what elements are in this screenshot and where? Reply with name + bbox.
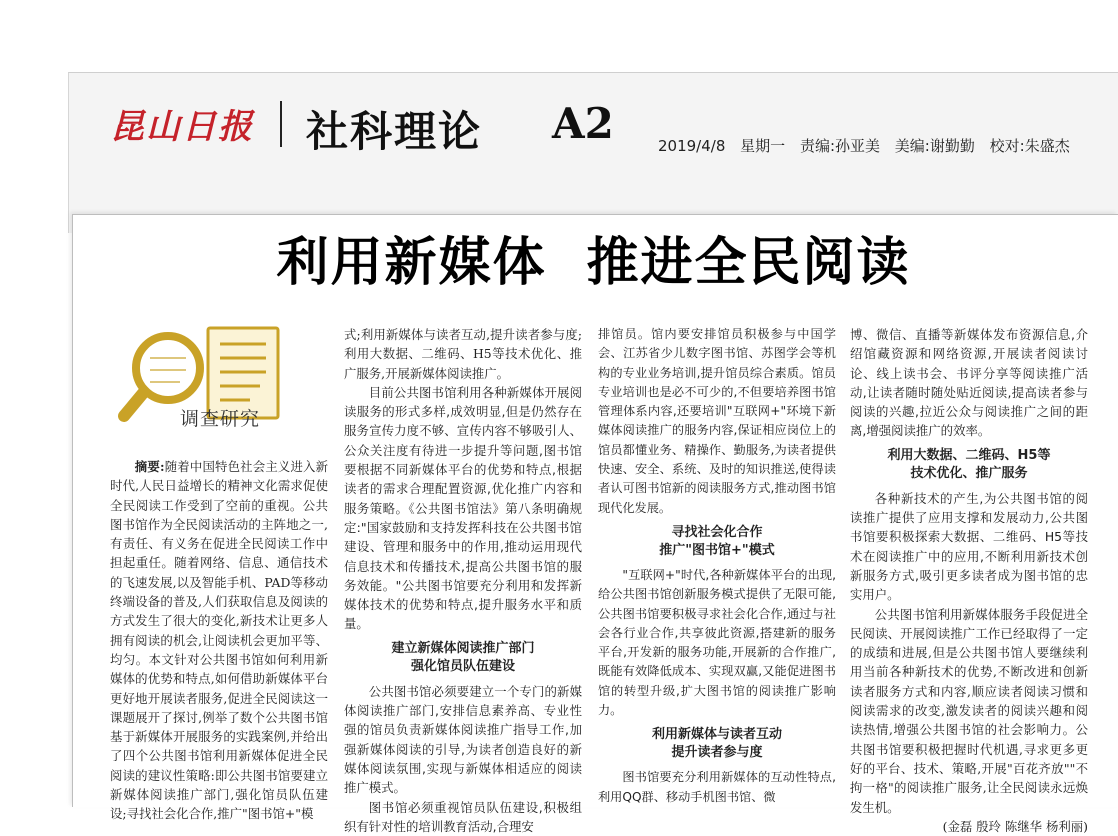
article-column-2 [344, 325, 582, 834]
paragraph: 公共图书馆利用新媒体服务手段促进全民阅读、开展阅读推广工作已经取得了一定的成绩和进展,但是公共图书馆人要继续利用当前各种新技术的优势,不断改进和创新读者服务方式和内容,顺应读者阅读习惯和阅读需求的改变,激发读者的阅读兴趣和阅读热情,增强公共图书馆的社会影响力。公共图书馆要积极把握时代机遇,寻求更多更好的平台、技术、策略,开展"百花齐放""不拘一格"的阅读推广服务,让全民阅读永远焕发生机。 [850, 606, 1088, 815]
art-editor-credit: 美编:谢勤勤 [894, 137, 975, 155]
article-column-1 [110, 457, 329, 822]
subheading-line: 强化馆员队伍建设 [410, 658, 515, 674]
issue-date: 2019/4/8 [658, 137, 726, 155]
paragraph: 各种新技术的产生,为公共图书馆的阅读推广提供了应用支撑和发展动力,公共图书馆要积极探索大数据、二维码、H5等技术在阅读推广中的应用,不断利用新技术创新服务方式,吸引更多读者成为图书馆的忠实用户。 [850, 490, 1088, 603]
issue-weekday: 星期一 [740, 137, 786, 155]
subheading-line: 寻找社会化合作 [671, 524, 763, 540]
masthead [68, 85, 1117, 155]
paragraph: 式;利用新媒体与读者互动,提升读者参与度;利用大数据、二维码、H5等技术优化、推广服务,开展新媒体阅读推广。 [344, 327, 582, 381]
subheading-line: 技术优化、推广服务 [910, 465, 1028, 481]
headline-part-1: 利用新媒体 [276, 233, 547, 293]
editor-credit: 责编:孙亚美 [799, 137, 881, 155]
subheading-line: 提升读者参与度 [671, 745, 763, 761]
abstract-paragraph [110, 457, 328, 824]
article-headline [0, 220, 1117, 295]
subheading-line: 建立新媒体阅读推广部门 [391, 640, 535, 656]
headline-part-2: 推进全民阅读 [586, 233, 911, 293]
article-column-3 [598, 325, 836, 804]
subheading [850, 447, 1088, 483]
abstract-text: 随着中国特色社会主义进入新时代,人民日益增长的精神文化需求促使全民阅读工作受到了空前的重视。公共图书馆作为全民阅读活动的主阵地之一,有责任、有义务在促进全民阅读工作中担起重任。随着网络、信息、通信技术的飞速发展,以及智能手机、PAD等移动终端设备的普及,人们获取信息及阅读的方式发生了很大的变化,新技术让更多人拥有阅读的机会,让阅读机会更加平等、均匀。本文针对公共图书馆如何利用新媒体的优势和特点,如何借助新媒体平台更好地开展读者服务,促进全民阅读这一课题展开了探讨,例举了数个公共图书馆基于新媒体开展服务的实践案例,并给出了四个公共图书馆利用新媒体促进全民阅读的建议性策略:即公共图书馆要建立新媒体阅读推广部门,强化馆员队伍建设;寻找社会化合作,推广"图书馆+"模 [110, 459, 329, 822]
article-authors: (金磊 殷玲 陈继华 杨利丽) [942, 818, 1088, 834]
paragraph: "互联网+"时代,各种新媒体平台的出现,给公共图书馆创新服务模式提供了无限可能,公共图书馆要积极寻求社会化合作,通过与社会各行业合作,共享彼此资源,搭建新的服务平台,开发新的服务功能,开展新的合作推广,既能有效降低成本、实现双赢,又能促进图书馆的转型升级,扩大图书馆的阅读推广影响力。 [598, 567, 836, 718]
article-column-4 [850, 325, 1088, 834]
masthead-divider [280, 101, 282, 147]
page-number: A2 [552, 99, 614, 148]
paragraph: 公共图书馆必须要建立一个专门的新媒体阅读推广部门,安排信息素养高、专业性强的馆员负责新媒体阅读推广指导工作,加强新媒体阅读的引导,为读者创造良好的新媒体阅读氛围,实现与新媒体相适应的阅读推广模式。 [344, 683, 582, 796]
masthead-meta [658, 135, 1080, 156]
paragraph: 博、微信、直播等新媒体发布资源信息,介绍馆藏资源和网络资源,开展读者阅读讨论、线上读书会、书评分享等阅读推广活动,让读者随时随处贴近阅读,提高读者参与阅读的兴趣,拉近公众与阅读推广之间的距离,增强阅读推广的效率。 [850, 327, 1088, 439]
paragraph: 图书馆必须重视馆员队伍建设,积极组织有针对性的培训教育活动,合理安 [344, 799, 582, 834]
subheading [344, 640, 582, 676]
abstract-label: 摘要: [134, 459, 165, 474]
subheading [598, 524, 836, 560]
paragraph: 目前公共图书馆利用各种新媒体开展阅读服务的形式多样,成效明显,但是仍然存在服务宣传力度不够、宣传内容不够吸引人、公众关注度有待进一步提升等问题,图书馆要根据不同新媒体平台的优势和特点,根据读者的需求合理配置资源,优化推广内容和服务策略。《公共图书馆法》第八条明确规定:"国家鼓励和支持发挥科技在公共图书馆建设、管理和服务中的作用,推动运用现代信息技术和传播技术,提高公共图书馆的服务效能。"公共图书馆要充分利用和发挥新媒体技术的优势和特点,提升服务水平和质量。 [344, 384, 582, 632]
subheading-line: 利用大数据、二维码、H5等 [887, 447, 1051, 463]
newspaper-logo: 昆山日报 [110, 107, 254, 147]
subheading-line: 推广"图书馆+"模式 [659, 542, 775, 558]
subheading-line: 利用新媒体与读者互动 [651, 727, 782, 743]
subheading [598, 726, 836, 762]
column-label: 调查研究 [180, 408, 261, 430]
paragraph: 排馆员。馆内要安排馆员积极参与中国学会、江苏省少儿数字图书馆、苏图学会等机构的专业业务培训,提升馆员综合素质。馆员专业培训也是必不可少的,不但要培养图书馆管理体系内容,还要培训"互联网+"环境下新媒体阅读推广的服务内容,保证相应岗位上的馆员都懂业务、精操作、勤服务,为读者提供快速、安全、系统、及时的知识推送,使得读者认可图书馆新的阅读服务方式,推动图书馆现代化发展。 [598, 327, 836, 515]
section-title: 社科理论 [306, 107, 483, 156]
proofreader-credit: 校对:朱盛杰 [989, 137, 1070, 155]
paragraph: 图书馆要充分利用新媒体的互动性特点,利用QQ群、移动手机图书馆、微 [598, 770, 836, 804]
